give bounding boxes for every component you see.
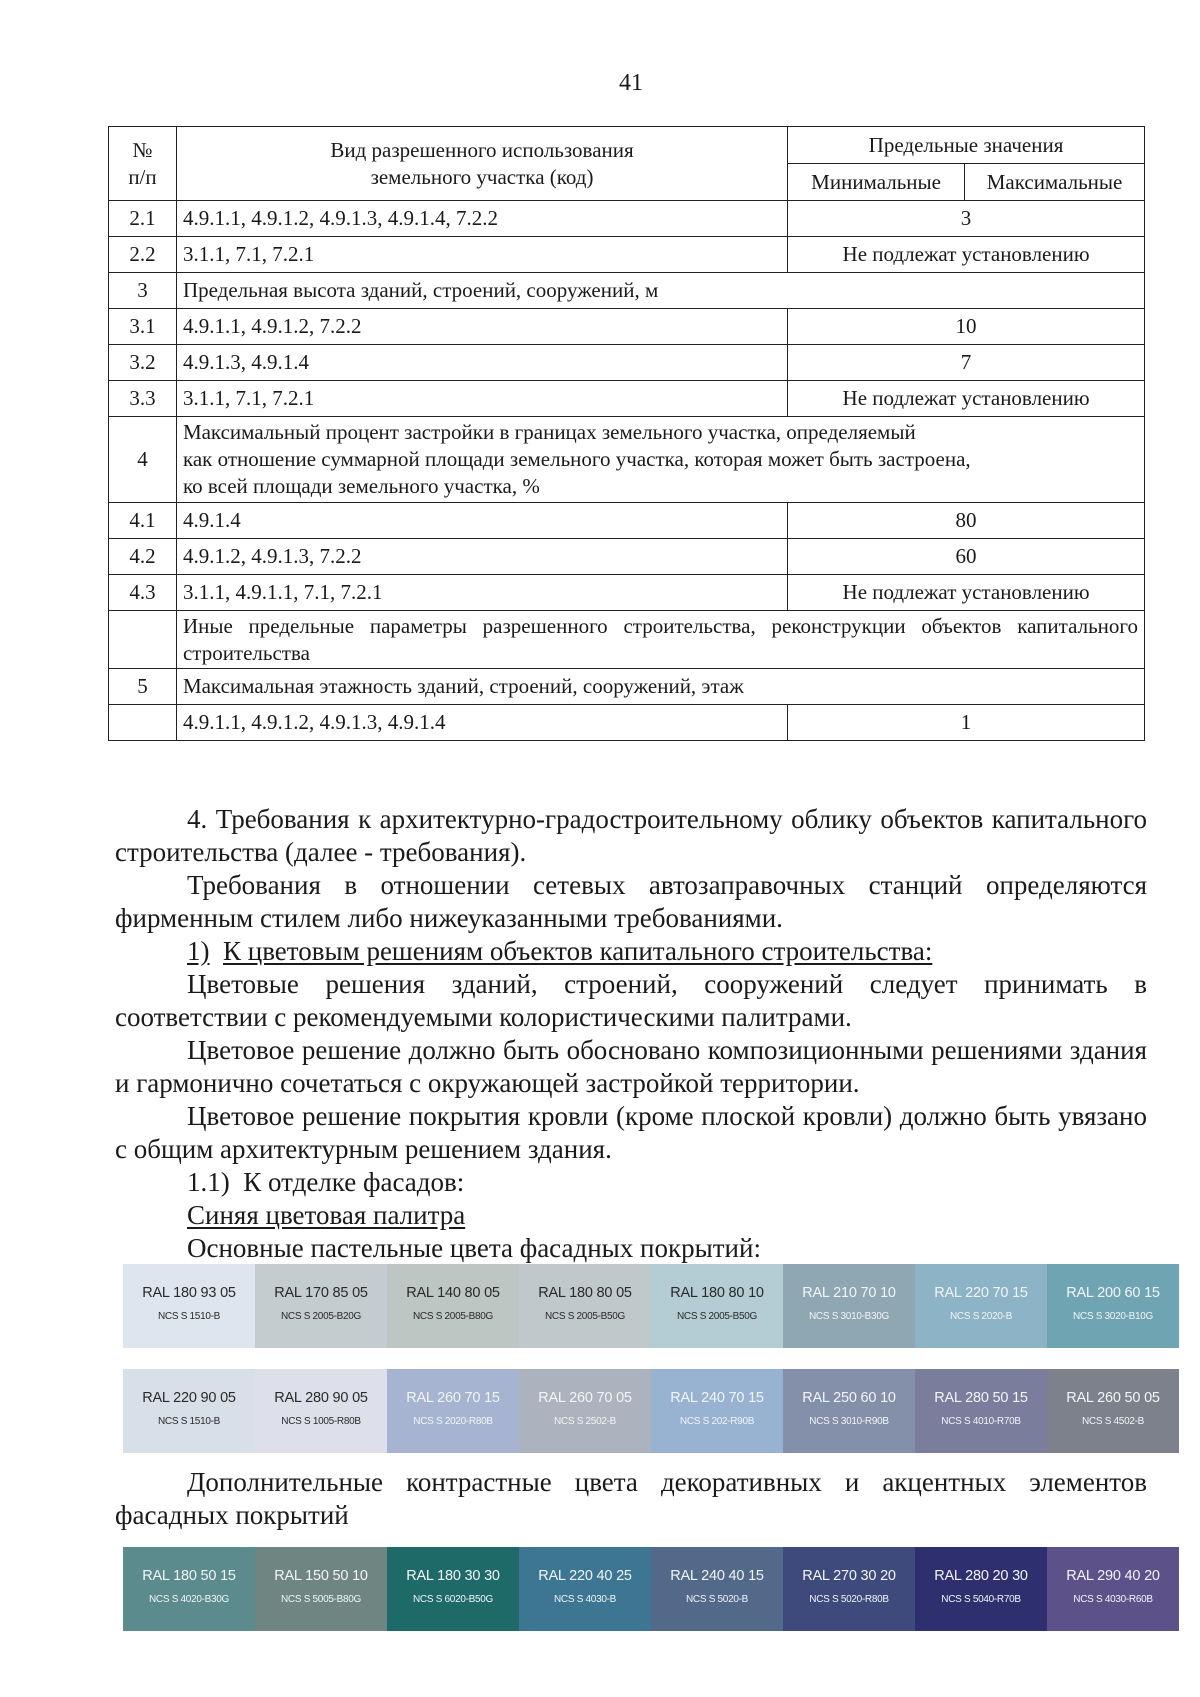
row-text: Иные предельные параметры разрешенного строительства, реконструкции объектов капитального строительства — [176, 610, 1144, 669]
table-row — [109, 669, 1145, 705]
row-text: 4.9.1.2, 4.9.1.3, 7.2.2 — [176, 538, 787, 574]
paragraph-composition: Цветовое решение должно быть обосновано композиционными решениями здания и гармонично сочетаться с окружающей застройкой территории. — [115, 1035, 1147, 1098]
swatch-ncs-code: NCS S 2502-B — [554, 1415, 616, 1427]
swatch-ral-code: RAL 260 70 15 — [406, 1389, 500, 1406]
swatch-ral-code: RAL 250 60 10 — [802, 1389, 896, 1406]
swatch-ncs-code: NCS S 5020-B — [686, 1593, 748, 1605]
color-swatch — [783, 1547, 915, 1631]
color-swatch — [123, 1547, 255, 1631]
swatch-ncs-code: NCS S 3020-B10G — [1073, 1310, 1153, 1322]
row-value: Не подлежат установлению — [788, 381, 1145, 417]
palette-main-row2 — [123, 1369, 1179, 1453]
color-swatch — [651, 1264, 783, 1348]
row-number: 4 — [109, 417, 177, 503]
table-row — [109, 705, 1145, 741]
swatch-ncs-code: NCS S 5040-R70B — [941, 1593, 1021, 1605]
page-number: 41 — [619, 70, 643, 96]
swatch-ral-code: RAL 180 80 05 — [538, 1284, 632, 1301]
swatch-ncs-code: NCS S 4020-B30G — [149, 1593, 229, 1605]
table-row — [109, 381, 1145, 417]
row-text: 4.9.1.1, 4.9.1.2, 4.9.1.3, 4.9.1.4, 7.2.2 — [176, 201, 787, 237]
color-swatch — [255, 1264, 387, 1348]
header-kind: Вид разрешенного использования земельного участка (код) — [176, 127, 787, 201]
color-swatch — [651, 1369, 783, 1453]
swatch-ncs-code: NCS S 202-R90B — [679, 1415, 755, 1427]
swatch-ncs-code: NCS S 2005-B20G — [281, 1310, 361, 1322]
table-row — [109, 574, 1145, 610]
color-swatch — [123, 1369, 255, 1453]
color-swatch — [1047, 1264, 1179, 1348]
row-number — [109, 705, 177, 741]
row-number: 4.3 — [109, 574, 177, 610]
subheading-facades: 1.1) К отделке фасадов: — [187, 1167, 465, 1197]
row-text: 3.1.1, 4.9.1.1, 7.1, 7.2.1 — [176, 574, 787, 610]
swatch-ncs-code: NCS S 4502-B — [1082, 1415, 1144, 1427]
row-number: 4.2 — [109, 538, 177, 574]
swatch-ral-code: RAL 180 93 05 — [142, 1284, 236, 1301]
swatch-ral-code: RAL 180 80 10 — [670, 1284, 764, 1301]
swatch-ncs-code: NCS S 2005-B80G — [413, 1310, 493, 1322]
row-text: Максимальный процент застройки в границах земельного участка, определяемый как отношение суммарной площади земельного участка, которая может быть застроена, ко всей площади земельного участка, % — [176, 417, 1144, 503]
row-number: 3 — [109, 273, 177, 309]
row-number — [109, 610, 177, 669]
row-value: 60 — [788, 538, 1145, 574]
color-swatch — [783, 1369, 915, 1453]
swatch-ncs-code: NCS S 3010-B30G — [809, 1310, 889, 1322]
requirements-text — [115, 803, 1147, 1265]
table-row — [109, 201, 1145, 237]
color-swatch — [915, 1547, 1047, 1631]
color-swatch — [651, 1547, 783, 1631]
subheading-number: 1) — [187, 936, 210, 966]
paragraph-requirements: 4. Требования к архитектурно-градостроительному облику объектов капитального строительства (далее - требования). — [115, 804, 1147, 867]
table-row — [109, 309, 1145, 345]
color-swatch — [387, 1369, 519, 1453]
swatch-ral-code: RAL 260 50 05 — [1066, 1389, 1160, 1406]
row-text: 3.1.1, 7.1, 7.2.1 — [176, 237, 787, 273]
limits-table — [108, 126, 1145, 741]
row-text: Максимальная этажность зданий, строений, сооружений, этаж — [176, 669, 1144, 705]
row-number: 2.2 — [109, 237, 177, 273]
header-max: Максимальные — [965, 164, 1145, 201]
swatch-ncs-code: NCS S 1510-B — [158, 1415, 220, 1427]
row-text: 3.1.1, 7.1, 7.2.1 — [176, 381, 787, 417]
swatch-ral-code: RAL 150 50 10 — [274, 1567, 368, 1584]
swatch-ral-code: RAL 140 80 05 — [406, 1284, 500, 1301]
swatch-ral-code: RAL 240 70 15 — [670, 1389, 764, 1406]
color-swatch — [255, 1369, 387, 1453]
row-number: 5 — [109, 669, 177, 705]
color-swatch — [519, 1547, 651, 1631]
swatch-ral-code: RAL 270 30 20 — [802, 1567, 896, 1584]
subheading-text: К цветовым решениям объектов капитального строительства: — [223, 936, 933, 966]
swatch-ncs-code: NCS S 5020-R80B — [809, 1593, 889, 1605]
swatch-ncs-code: NCS S 2005-B50G — [545, 1310, 625, 1322]
row-value: Не подлежат установлению — [788, 574, 1145, 610]
header-num: № п/п — [109, 127, 177, 201]
swatch-ral-code: RAL 220 90 05 — [142, 1389, 236, 1406]
color-swatch — [783, 1264, 915, 1348]
color-swatch — [1047, 1547, 1179, 1631]
table-row — [109, 273, 1145, 309]
accent-caption-block — [115, 1466, 1147, 1532]
row-number: 4.1 — [109, 502, 177, 538]
color-swatch — [387, 1264, 519, 1348]
color-swatch — [123, 1264, 255, 1348]
swatch-ral-code: RAL 220 70 15 — [934, 1284, 1028, 1301]
row-text: 4.9.1.3, 4.9.1.4 — [176, 345, 787, 381]
color-swatch — [915, 1369, 1047, 1453]
swatch-ral-code: RAL 260 70 05 — [538, 1389, 632, 1406]
swatch-ncs-code: NCS S 3010-R90B — [809, 1415, 889, 1427]
table-row — [109, 502, 1145, 538]
row-value: 1 — [788, 705, 1145, 741]
swatch-ral-code: RAL 210 70 10 — [802, 1284, 896, 1301]
palette-main-row1 — [123, 1264, 1179, 1348]
swatch-ral-code: RAL 240 40 15 — [670, 1567, 764, 1584]
table-row — [109, 538, 1145, 574]
row-text: Предельная высота зданий, строений, сооружений, м — [176, 273, 1144, 309]
color-swatch — [1047, 1369, 1179, 1453]
table-row — [109, 417, 1145, 503]
swatch-ral-code: RAL 180 50 15 — [142, 1567, 236, 1584]
palette-accent — [123, 1547, 1179, 1631]
row-value: 80 — [788, 502, 1145, 538]
paragraph-palettes: Цветовые решения зданий, строений, сооружений следует принимать в соответствии с рекомендуемыми колористическими палитрами. — [115, 969, 1147, 1032]
swatch-ral-code: RAL 280 20 30 — [934, 1567, 1028, 1584]
swatch-ral-code: RAL 180 30 30 — [406, 1567, 500, 1584]
swatch-ncs-code: NCS S 1005-R80B — [281, 1415, 361, 1427]
palette-title: Синяя цветовая палитра — [187, 1200, 466, 1230]
row-value: 7 — [788, 345, 1145, 381]
paragraph-gas-stations: Требования в отношении сетевых автозаправочных станций определяются фирменным стилем либо нижеуказанными требованиями. — [115, 870, 1147, 933]
row-text: 4.9.1.1, 4.9.1.2, 7.2.2 — [176, 309, 787, 345]
swatch-ncs-code: NCS S 1510-B — [158, 1310, 220, 1322]
row-number: 2.1 — [109, 201, 177, 237]
swatch-ral-code: RAL 280 50 15 — [934, 1389, 1028, 1406]
swatch-ncs-code: NCS S 5005-B80G — [281, 1593, 361, 1605]
color-swatch — [519, 1264, 651, 1348]
color-swatch — [519, 1369, 651, 1453]
row-value: 3 — [788, 201, 1145, 237]
swatch-ncs-code: NCS S 4030-R60B — [1073, 1593, 1153, 1605]
table-row — [109, 237, 1145, 273]
main-colors-caption: Основные пастельные цвета фасадных покрытий: — [187, 1233, 761, 1263]
row-number: 3.2 — [109, 345, 177, 381]
color-swatch — [387, 1547, 519, 1631]
row-number: 3.1 — [109, 309, 177, 345]
accent-colors-caption: Дополнительные контрастные цвета декоративных и акцентных элементов фасадных покрытий — [115, 1467, 1147, 1530]
row-value: Не подлежат установлению — [788, 237, 1145, 273]
swatch-ral-code: RAL 280 90 05 — [274, 1389, 368, 1406]
row-text: 4.9.1.4 — [176, 502, 787, 538]
swatch-ncs-code: NCS S 2020-R80B — [413, 1415, 493, 1427]
swatch-ncs-code: NCS S 4030-B — [554, 1593, 616, 1605]
swatch-ncs-code: NCS S 2005-B50G — [677, 1310, 757, 1322]
color-swatch — [255, 1547, 387, 1631]
row-number: 3.3 — [109, 381, 177, 417]
swatch-ncs-code: NCS S 4010-R70B — [941, 1415, 1021, 1427]
table-row — [109, 610, 1145, 669]
header-limits: Предельные значения — [788, 127, 1145, 164]
swatch-ral-code: RAL 170 85 05 — [274, 1284, 368, 1301]
row-text: 4.9.1.1, 4.9.1.2, 4.9.1.3, 4.9.1.4 — [176, 705, 787, 741]
color-swatch — [915, 1264, 1047, 1348]
swatch-ral-code: RAL 290 40 20 — [1066, 1567, 1160, 1584]
header-min: Минимальные — [788, 164, 965, 201]
paragraph-roof: Цветовое решение покрытия кровли (кроме плоской кровли) должно быть увязано с общим архитектурным решением здания. — [115, 1101, 1147, 1164]
row-value: 10 — [788, 309, 1145, 345]
swatch-ral-code: RAL 200 60 15 — [1066, 1284, 1160, 1301]
subheading-color-solutions — [115, 935, 1147, 968]
table-row — [109, 345, 1145, 381]
swatch-ral-code: RAL 220 40 25 — [538, 1567, 632, 1584]
swatch-ncs-code: NCS S 6020-B50G — [413, 1593, 493, 1605]
swatch-ncs-code: NCS S 2020-B — [950, 1310, 1012, 1322]
